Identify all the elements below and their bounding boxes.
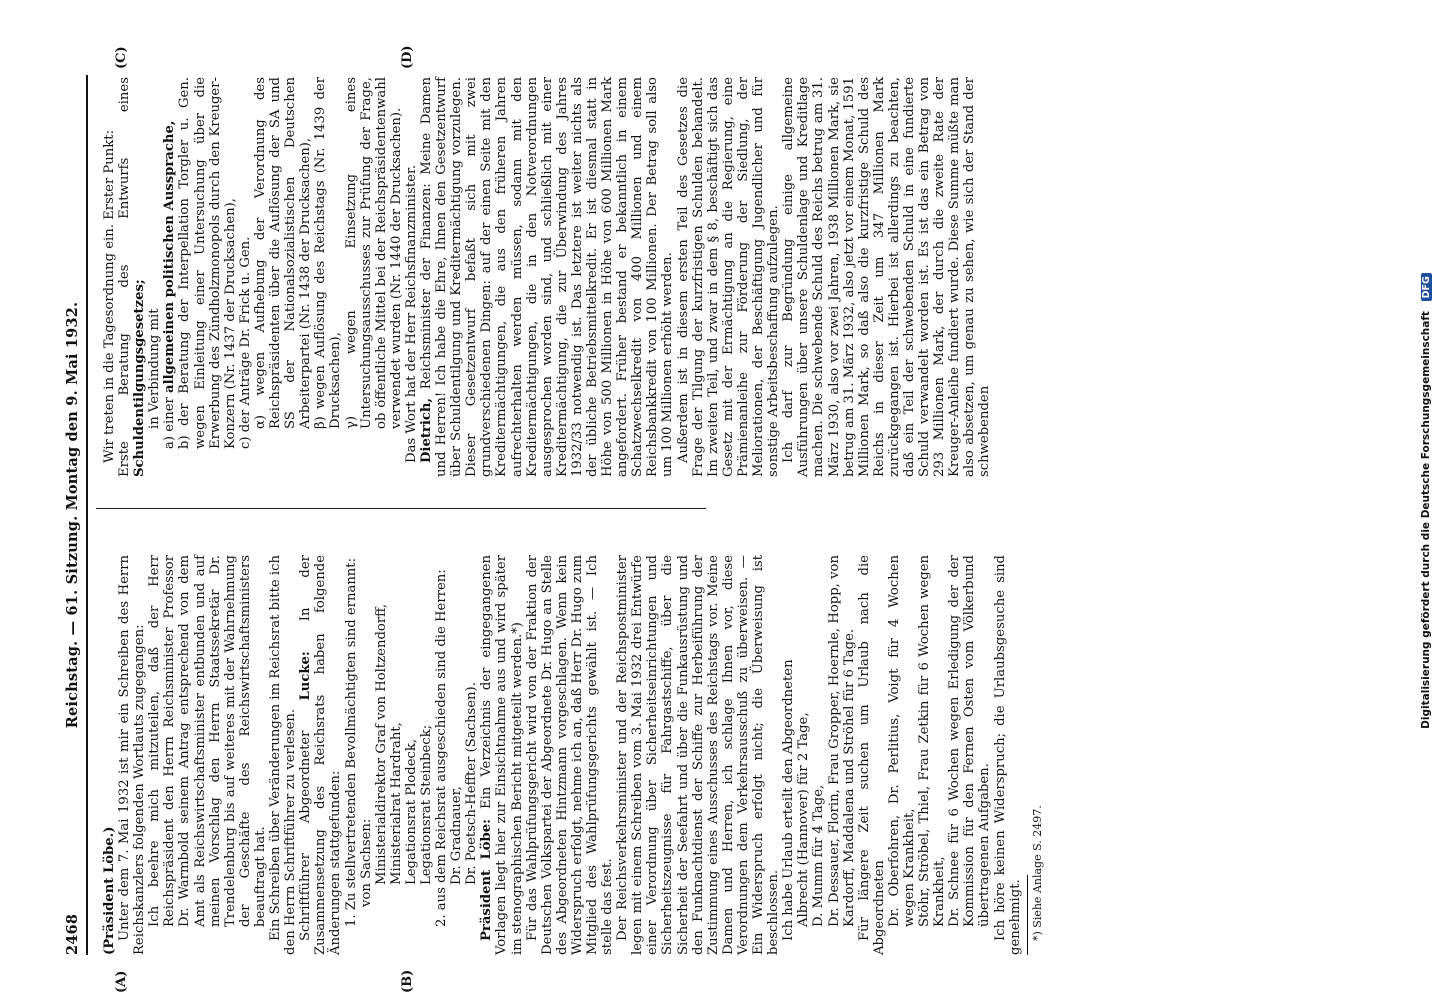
digitization-credit	[1420, 6, 1434, 996]
paragraph	[419, 77, 676, 477]
paragraph: Ich darf zur Begründung einige allgemeine Ausführungen über unsere Schuldenlage und Kreditlage machen. Die schwebende Schuld des Reichs betrug am 31. März 1930, also vor zwei Jahren, 1938 Millionen Mark, sie betrug am 31. März 1932, also jetzt vor einem Monat, 1591 Millionen Mark, so daß also die kurzfristige Schuld des Reichs in dieser Zeit um 347 Millionen Mark zurückgegangen ist. Hierbei ist allerdings zu beachten, daß ein Teil der schwebenden Schuld in eine fundierte Schuld verwandelt worden ist. Es ist das ein Betrag von 293 Millionen Mark, der durch die zweite Rate der Kreuger-Anleihe fundiert wurde. Diese Summe müßte man also absetzen, um genau zu sehen, wie sich der Stand der schwebenden	[781, 76, 993, 477]
left-column	[102, 555, 1044, 955]
speaker-role: Schriftführer Abgeordneter	[298, 730, 314, 941]
speech-text: Ein Verzeichnis der eingegangenen Vorlagen liegt hier zur Einsichtnahme aus und wird später im stenographischen Bericht mitgeteilt werden.*)	[479, 555, 525, 955]
speech-text: In der Zusammensetzung des Reichsrats haben folgende Änderungen stattgefunden:	[298, 555, 344, 955]
footnote: *) Siehe Anlage S. 2497.	[1030, 805, 1044, 941]
paragraph	[479, 555, 524, 955]
list-item: Dr. Gradnauer,	[449, 786, 465, 885]
credit-text: Digitalisierung gefördert durch die Deutsche Forschungsgemeinschaft	[1420, 311, 1432, 729]
page-number: 2468	[64, 913, 81, 955]
list-item: Dr. Oberfohren, Dr. Perlitius, Voigt für 4 Wochen wegen Krankheit,	[886, 555, 917, 927]
list-item: 1. Zu stellvertretenden Bevollmächtigten sind ernannt:	[343, 557, 359, 927]
agenda-subitem: β) wegen Auflösung des Reichstags (Nr. 1439 der Drucksachen),	[313, 77, 344, 429]
list-item: D. Mumm für 4 Tage,	[811, 784, 827, 927]
paragraph: Ich habe Urlaub erteilt den Abgeordneten	[781, 659, 797, 941]
speaker-name: Lucke:	[298, 651, 314, 701]
dfg-logo: DFG	[1421, 273, 1432, 301]
list-item: Dr. Poetsch-Heffter (Sachsen).	[464, 682, 480, 885]
list-item: Ministerialrat Hardraht,	[388, 722, 404, 885]
speaker-name: Präsident Löbe:	[479, 818, 495, 941]
margin-marker-b: (B)	[400, 969, 415, 993]
paragraph: Das Wort hat der Herr Reichsfinanzminister.	[403, 164, 419, 463]
agenda-text: in Verbindung mit	[147, 308, 163, 429]
speaker-label: (Präsident Löbe.)	[102, 826, 117, 955]
agenda-subitem: b) der Beratung der Interpellation Torgler u. Gen. wegen Einleitung einer Untersuchung über die Erwerbung des Zündholzmonopols durch den Kreuger-Konzern (Nr. 1437 der Drucksachen),	[177, 77, 238, 449]
agenda-title: Schuldentilgungsgesetzes;	[132, 279, 148, 477]
paragraph	[298, 555, 343, 955]
list-item: Legationsrat Plodeck,	[403, 738, 419, 885]
paragraph: Unter dem 7. Mai 1932 ist mir ein Schreiben des Herrn Reichskanzlers folgenden Wortlauts zugegangen:	[117, 555, 148, 955]
paragraph: Ich höre keinen Widerspruch; die Urlaubsgesuche sind genehmigt.	[992, 555, 1023, 955]
margin-marker-a: (A)	[114, 970, 129, 993]
speaker-name: Dietrich,	[418, 397, 434, 463]
margin-marker-c: (C)	[114, 46, 129, 69]
list-item: Legationsrat Steinbeck;	[418, 724, 434, 885]
header-rule	[86, 75, 88, 955]
quoted-letter: Ich beehre mich mitzuteilen, daß der Herr Reichspräsident den Herrn Reichsminister Professor Dr. Warmbold seinem Antrag entsprechend von dem Amt als Reichswirtschaftsminister entbunden und auf meinen Vorschlag den Herrn Staatssekretär Dr. Trendelenburg bis auf weiteres mit der Wahrnehmung der Geschäfte des Reichswirtschaftsministers beauftragt hat.	[147, 555, 268, 927]
list-item: von Sachsen:	[358, 818, 374, 907]
page-title: Reichstag. — 61. Sitzung. Montag den 9. Mai 1932.	[64, 301, 81, 729]
agenda-subitem: c) der Anträge Dr. Frick u. Gen.	[237, 236, 253, 449]
agenda-item	[117, 77, 147, 477]
footnote-rule	[1027, 875, 1028, 955]
list-item: Stöhr, Ströbel, Thiel, Frau Zetkin für 6 Wochen wegen Krankheit,	[917, 555, 948, 927]
paragraph: Wir treten in die Tagesordnung ein. Erster Punkt:	[102, 129, 117, 463]
agenda-text: Erste Beratung des Entwurfs eines	[117, 77, 133, 477]
agenda-text: a) einer	[162, 397, 178, 449]
column-divider	[96, 508, 706, 509]
agenda-subitem: γ) wegen Einsetzung eines Untersuchungsausschusses zur Prüfung der Frage, ob öffentliche Mittel bei der Reichspräsidentenwahl verwendet wurden (Nr. 1440 der Drucksachen).	[343, 77, 404, 429]
rotated-page	[62, 45, 1312, 993]
paragraph: Ein Schreiben über Veränderungen im Reichsrat bitte ich den Herrn Schriftführer zu verlesen.	[268, 555, 299, 955]
agenda-subitem: α) wegen Aufhebung der Verordnung des Reichspräsidenten über die Auflösung der SA und SS der Nationalsozialistischen Deutschen Arbeiterpartei (Nr. 1438 der Drucksachen),	[252, 77, 314, 429]
agenda-subitem	[162, 77, 177, 477]
agenda-title: allgemeinen politischen Aussprache,	[162, 120, 178, 393]
speech-text: Reichsminister der Finanzen: Meine Damen und Herren! Ich habe die Ehre, Ihnen den Gesetzentwurf über Schuldentilgung und Kreditermächtigung vorzulegen. Dieser Gesetzentwurf befaßt sich mit zwei grundverschiedenen Dingen: auf der einen Seite mit den Kreditermächtigungen, die aus den früheren Jahren aufrechterhalten werden müssen, sodann mit den Kreditermächtigungen, die in den Notverordnungen ausgesprochen worden sind, und schließlich mit einer Kreditermächtigung, die zur Überwindung des Jahres 1932/33 notwendig ist. Das letztere ist weiter nichts als der übliche Betriebsmittelkredit. Er ist diesmal statt in Höhe von 500 Millionen in Höhe von 600 Millionen Mark angefordert. Früher bestand er bekanntlich in einem Schatzwechselkredit von 400 Millionen und einem Reichsbankkredit von 100 Millionen. Der Betrag soll also um 100 Millionen erhöht werden.	[418, 77, 676, 477]
list-item: Dr. Dessauer, Florin, Frau Gropper, Hoernle, Hopp, von Kardorff, Maddalena und Ströhel für 6 Tage.	[826, 555, 857, 927]
right-column	[102, 76, 993, 477]
list-item: 2. aus dem Reichsrat ausgeschieden sind die Herren:	[434, 569, 450, 927]
list-item: Ministerialdirektor Graf von Holtzendorff,	[373, 603, 389, 885]
page-header	[62, 75, 88, 955]
paragraph: Für das Wahlprüfungsgericht wird von der Fraktion der Deutschen Volkspartei der Abgeordnete Dr. Hugo an Stelle des Abgeordneten Hintzmann vorgeschlagen. Wenn kein Widerspruch erfolgt, nehme ich an, daß Herr Dr. Hugo zum Mitglied des Wahlprüfungsgerichts gewählt ist. — Ich stelle das fest.	[524, 555, 616, 955]
list-item: Albrecht (Hannover) für 2 Tage,	[796, 712, 812, 927]
margin-marker-d: (D)	[400, 45, 415, 69]
paragraph: Außerdem ist in diesem ersten Teil des Gesetzes die Frage der Tilgung der kurzfristigen Schulden behandelt. Im zweiten Teil, und zwar in dem § 8, beschäftigt sich das Gesetz mit der Ermächtigung an die Regierung, eine Prämienanleihe zur Förderung der Siedlung, der Meliorationen, der Beschäftigung Jugendlicher und für sonstige Arbeitsbeschaffung aufzulegen.	[675, 77, 782, 477]
paragraph: Der Reichsverkehrsminister und der Reichspostminister legen mit einem Schreiben vom 3. Mai 1932 drei Entwürfe einer Verordnung über Sicherheitseinrichtungen und Sicherheitszeugnisse für Fahrgastschiffe, über die Sicherheit der Seefahrt und über die Funkausrüstung und den Funknachtdienst der Schiffe zur Herbeiführung der Zustimmung eines Ausschusses des Reichstags vor. Meine Damen und Herren, ich schlage Ihnen vor, diese Verordnungen dem Verkehrsausschuß zu überweisen. — Ein Widerspruch erfolgt nicht; die Überweisung ist beschlossen.	[615, 555, 782, 955]
list-item: Dr. Schnee für 6 Wochen wegen Erledigung der der Kommission für den Fernen Osten vom Völkerbund übertragenen Aufgaben.	[947, 555, 993, 927]
paragraph: Für längere Zeit suchen um Urlaub nach die Abgeordneten	[856, 555, 887, 955]
